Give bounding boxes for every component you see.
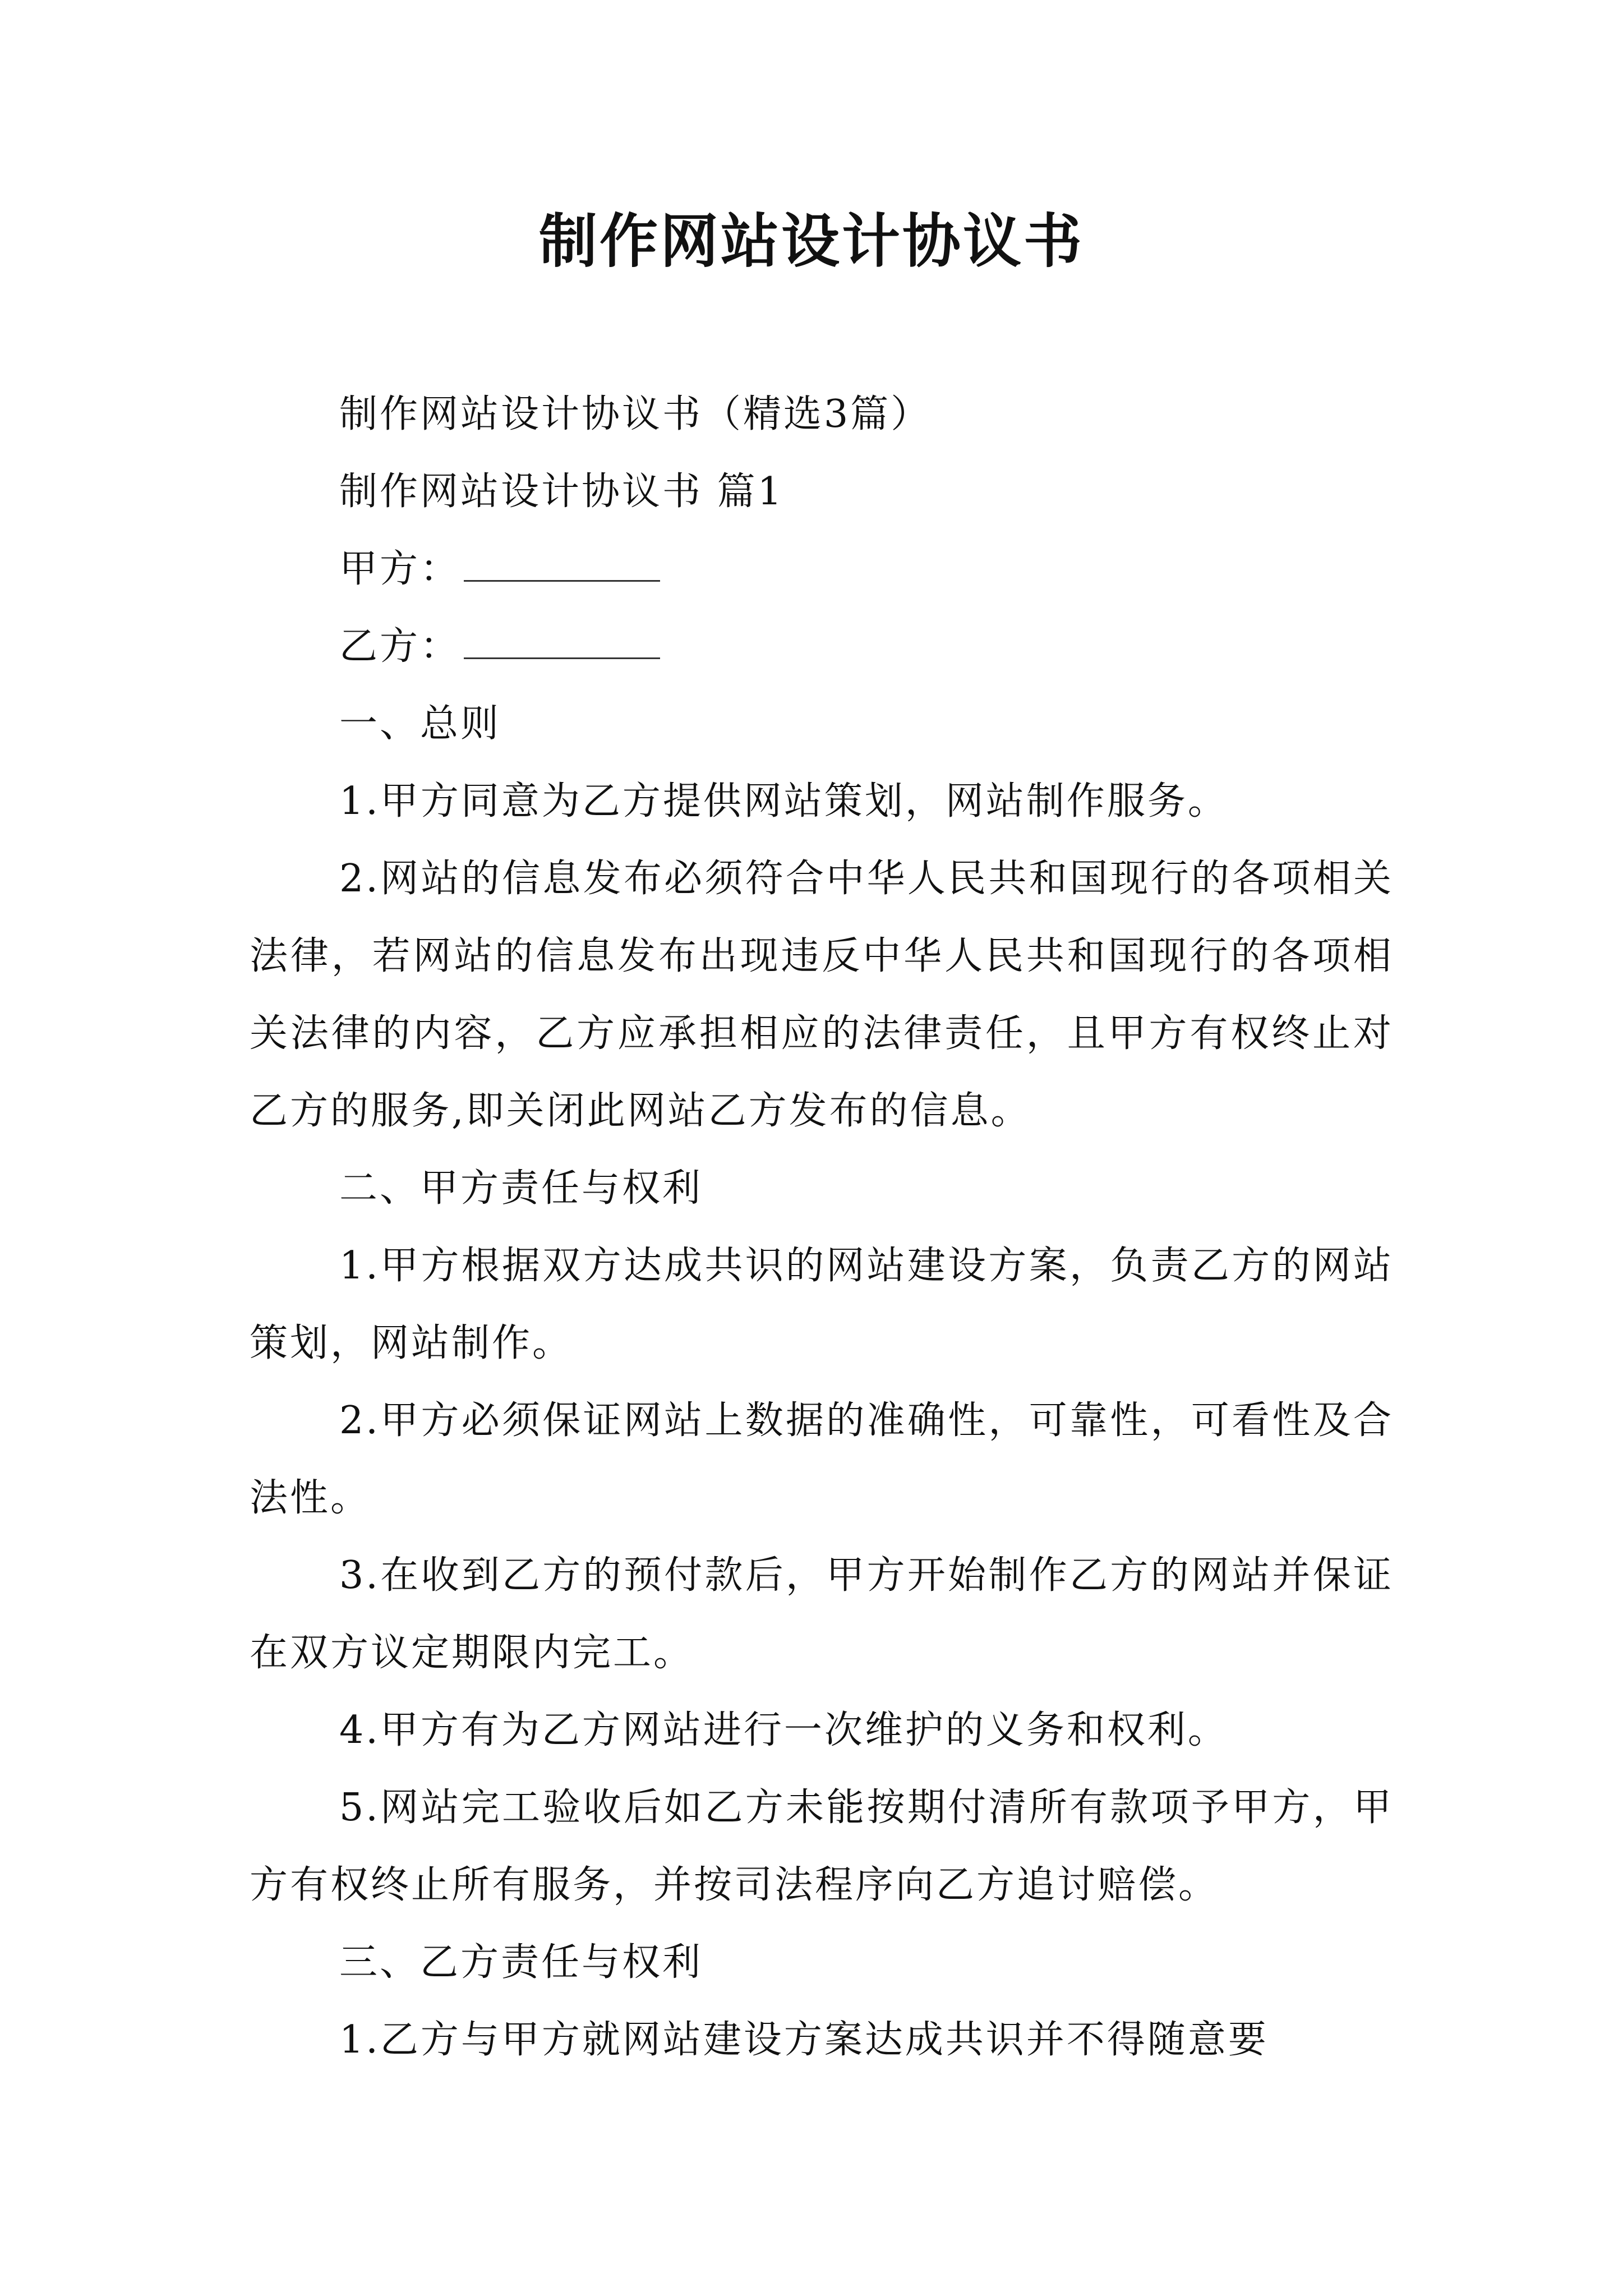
party-b-line (250, 608, 1394, 685)
section-1-heading: 一、总则 (339, 702, 501, 746)
party-b-label: 乙方： (339, 624, 461, 669)
chapter-heading: 制作网站设计协议书 篇1 (339, 470, 784, 514)
section-3-item: 1.乙方与甲方就网站建设方案达成共识并不得随意要 (339, 2018, 1269, 2062)
section-3-heading: 三、乙方责任与权利 (339, 1940, 703, 1985)
party-a-label: 甲方： (339, 547, 461, 591)
section-2-item: 2.甲方必须保证网站上数据的准确性，可靠性，可看性及合法性。 (250, 1398, 1394, 1520)
section-2-item: 1.甲方根据双方达成共识的网站建设方案，负责乙方的网站策划，网站制作。 (250, 1244, 1394, 1365)
document-title: 制作网站设计协议书 (538, 206, 1084, 275)
party-a-line (250, 531, 1394, 608)
section-1-item: 2.网站的信息发布必须符合中华人民共和国现行的各项相关法律，若网站的信息发布出现违反中华人民共和国现行的各项相关法律的内容，乙方应承担相应的法律责任，且甲方有权终止对乙方的服务,即关闭此网站乙方发布的信息。 (250, 857, 1394, 1133)
party-b-blank (464, 622, 660, 659)
section-2-item: 3.在收到乙方的预付款后，甲方开始制作乙方的网站并保证在双方议定期限内完工。 (250, 1553, 1394, 1675)
document-body (250, 376, 1394, 2079)
section-2-heading: 二、甲方责任与权利 (339, 1166, 703, 1211)
section-1-item: 1.甲方同意为乙方提供网站策划，网站制作服务。 (339, 779, 1228, 823)
document-subtitle: 制作网站设计协议书（精选3篇） (339, 392, 932, 436)
section-2-item: 4.甲方有为乙方网站进行一次维护的义务和权利。 (339, 1708, 1228, 1752)
party-a-blank (464, 544, 660, 582)
section-2-item: 5.网站完工验收后如乙方未能按期付清所有款项予甲方，甲方有权终止所有服务，并按司法程序向乙方追讨赔偿。 (250, 1786, 1394, 1907)
